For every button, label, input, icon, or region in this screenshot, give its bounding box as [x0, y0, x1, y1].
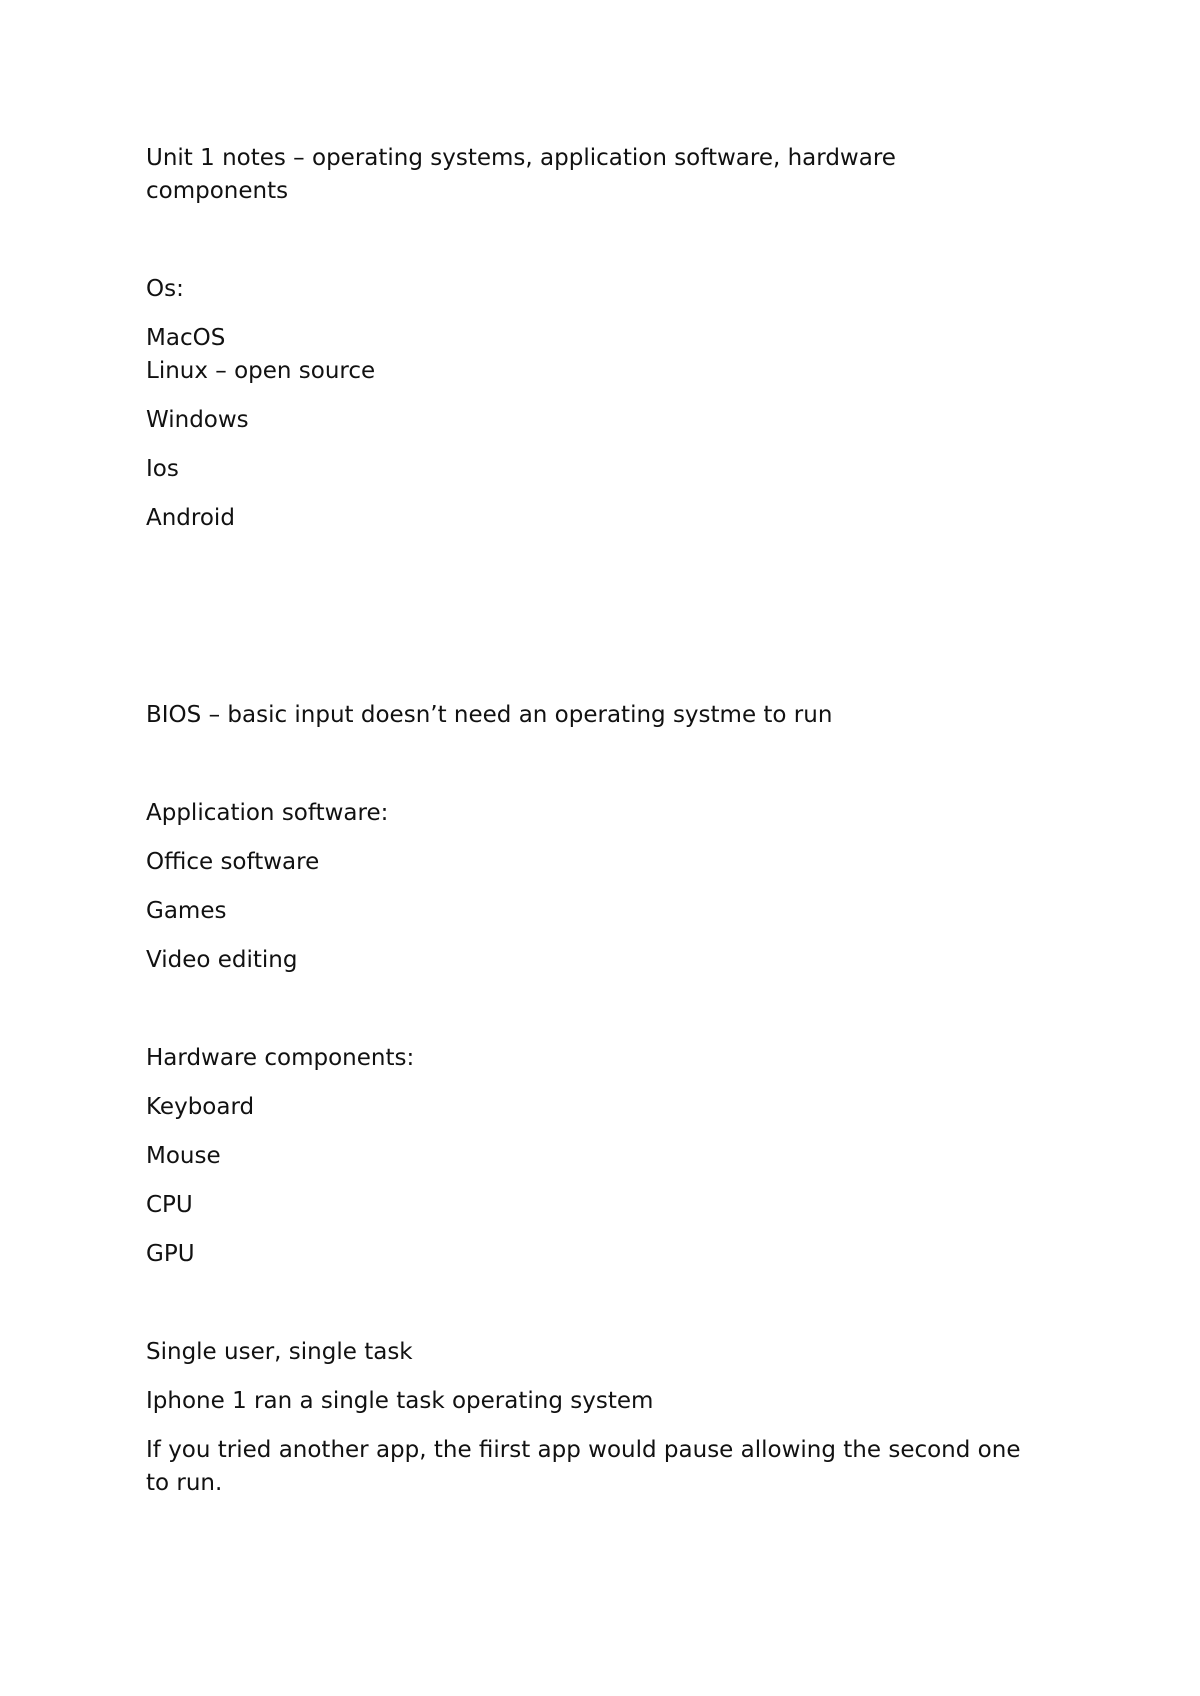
os-item-linux: Linux – open source: [146, 358, 376, 384]
single-task-line: Iphone 1 ran a single task operating system: [146, 1388, 654, 1414]
app-item-office: Office software: [146, 849, 320, 875]
os-item-ios: Ios: [146, 456, 179, 482]
os-item-android: Android: [146, 505, 235, 531]
hardware-item-gpu: GPU: [146, 1241, 195, 1267]
document-title: Unit 1 notes – operating systems, application software, hardware components: [146, 145, 896, 204]
os-item-windows: Windows: [146, 407, 249, 433]
bios-note: BIOS – basic input doesn’t need an operating systme to run: [146, 702, 833, 728]
hardware-item-mouse: Mouse: [146, 1143, 221, 1169]
os-item-macos: MacOS: [146, 325, 226, 351]
app-item-games: Games: [146, 898, 227, 924]
os-heading: Os:: [146, 276, 184, 302]
hardware-item-cpu: CPU: [146, 1192, 193, 1218]
hardware-item-keyboard: Keyboard: [146, 1094, 255, 1120]
single-task-heading: Single user, single task: [146, 1339, 413, 1365]
app-item-video-editing: Video editing: [146, 947, 298, 973]
app-software-heading: Application software:: [146, 800, 389, 826]
hardware-heading: Hardware components:: [146, 1045, 415, 1071]
single-task-line: If you tried another app, the fiirst app would pause allowing the second one to run.: [146, 1437, 1021, 1496]
